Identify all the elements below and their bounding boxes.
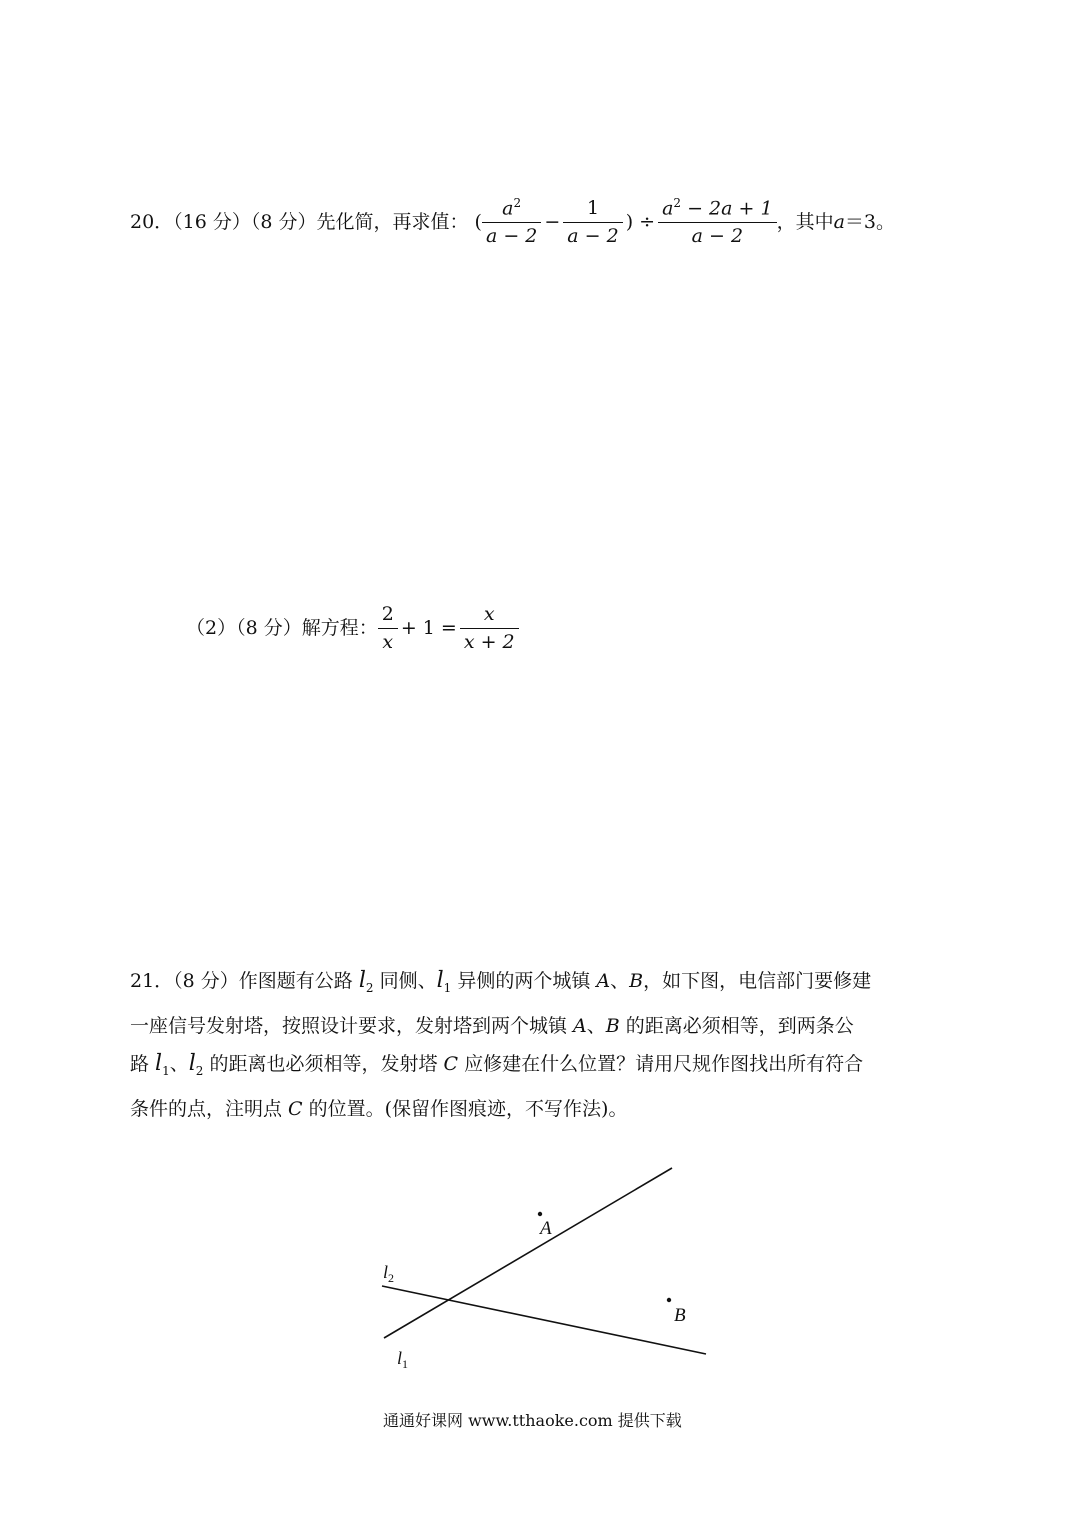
q21-line-1 [130,962,960,1007]
line-l2-label-l: l [383,1262,389,1282]
line-l2-label-sub: 2 [388,1271,395,1285]
q20-f3-num-a: a [662,197,674,220]
q21-l1-sub-2: 1 [162,1063,170,1078]
q20-suffix-a: ，其中 [776,210,834,233]
line-l1 [384,1168,672,1338]
q20b-f1-num: 2 [378,604,398,629]
q20-rparen-div: ) ÷ [625,210,656,233]
q21-line1-b: 同侧、 [373,970,437,992]
q20-f2-den: a − 2 [567,224,619,247]
q20b-f2-num: x [460,604,519,629]
q21-l2-sub-2: 2 [195,1063,204,1078]
q21-l2-sub: 2 [365,980,374,995]
q21-l1-l-2: l [155,1050,163,1076]
q21-line4-a: 条件的点，注明点 [130,1097,289,1120]
q21-l2-l-2: l [188,1050,196,1076]
q21-l1-l: l [436,968,444,993]
q20-f1-num-base: a [502,197,514,220]
q20-fraction-2 [563,198,622,247]
line-l1-label [397,1348,408,1371]
q20b-f2-den: x + 2 [463,630,515,653]
q20-f3-num-rest: − 2a + 1 [681,197,773,220]
q20b-fraction-1 [378,604,398,653]
q21-line-4 [130,1090,960,1128]
q21-sep-2: 、 [586,1014,606,1037]
q21-line3-a: 路 [130,1052,156,1075]
q21-town-b: B [629,970,644,992]
q20b-fraction-2 [460,604,519,653]
point-b-label: B [674,1305,686,1326]
q20-f1-num-exp: 2 [513,195,522,210]
point-a-dot [538,1212,542,1216]
q21-line4-b: 的位置。(保留作图痕迹，不写作法)。 [302,1097,628,1120]
line-l1-label-l: l [397,1348,403,1368]
q20-f2-num: 1 [563,198,622,223]
question-20 [130,194,895,250]
q20-minus: − [544,210,561,233]
q20b-prefix: （2）（8 分）解方程： [186,616,378,639]
q21-line2-a: 一座信号发射塔，按照设计要求，发射塔到两个城镇 [130,1014,574,1037]
q21-line1-d: ，如下图，电信部门要修建 [643,970,872,992]
q21-l1-sub: 1 [443,980,452,995]
point-a-label: A [540,1218,552,1239]
q20-fraction-1 [482,197,541,247]
question-20-part-2 [186,600,519,656]
q21-line-3 [130,1045,960,1090]
question-21 [130,962,960,1128]
point-b-dot [667,1298,671,1302]
line-l1-label-sub: 1 [402,1357,409,1371]
q21-line3-c: 应修建在什么位置？请用尺规作图找出所有符合 [458,1052,864,1075]
q20b-plus-eq: + 1 = [400,616,457,639]
line-l2-label [383,1262,394,1285]
q21-town-a: A [596,970,611,992]
line-l2 [382,1286,706,1354]
q20-lparen: ( [474,210,482,233]
q20b-f1-den: x [382,630,394,653]
q21-line-2 [130,1007,960,1045]
q21-line1-c: 异侧的两个城镇 [451,970,597,992]
q21-sep-3: 、 [169,1052,189,1075]
q21-l2-l: l [358,968,366,993]
q20-prefix: 20．（16 分）（8 分）先化简，再求值： [130,210,469,233]
q21-line1-a: 21．（8 分）作图题有公路 [130,970,359,992]
q20-fraction-3 [658,197,776,247]
q21-line2-b: 的距离必须相等，到两条公 [619,1014,854,1037]
q21-point-c-2: C [288,1097,303,1120]
q21-point-c: C [443,1052,459,1075]
q21-town-b-2: B [605,1014,620,1037]
footer-credit: 通通好课网 www.tthaoke.com 提供下载 [383,1411,682,1430]
q20-f3-den: a − 2 [691,225,744,248]
q20-f1-den: a − 2 [485,225,538,248]
q20-var-a: a [833,210,845,233]
q20-suffix-b: ＝3。 [844,210,896,233]
q21-town-a-2: A [573,1014,587,1037]
road-towns-figure [360,1150,740,1380]
q21-line3-b: 的距离也必须相等，发射塔 [203,1052,444,1075]
q21-sep-1: 、 [610,970,630,992]
q20-f3-num-exp: 2 [673,195,682,210]
